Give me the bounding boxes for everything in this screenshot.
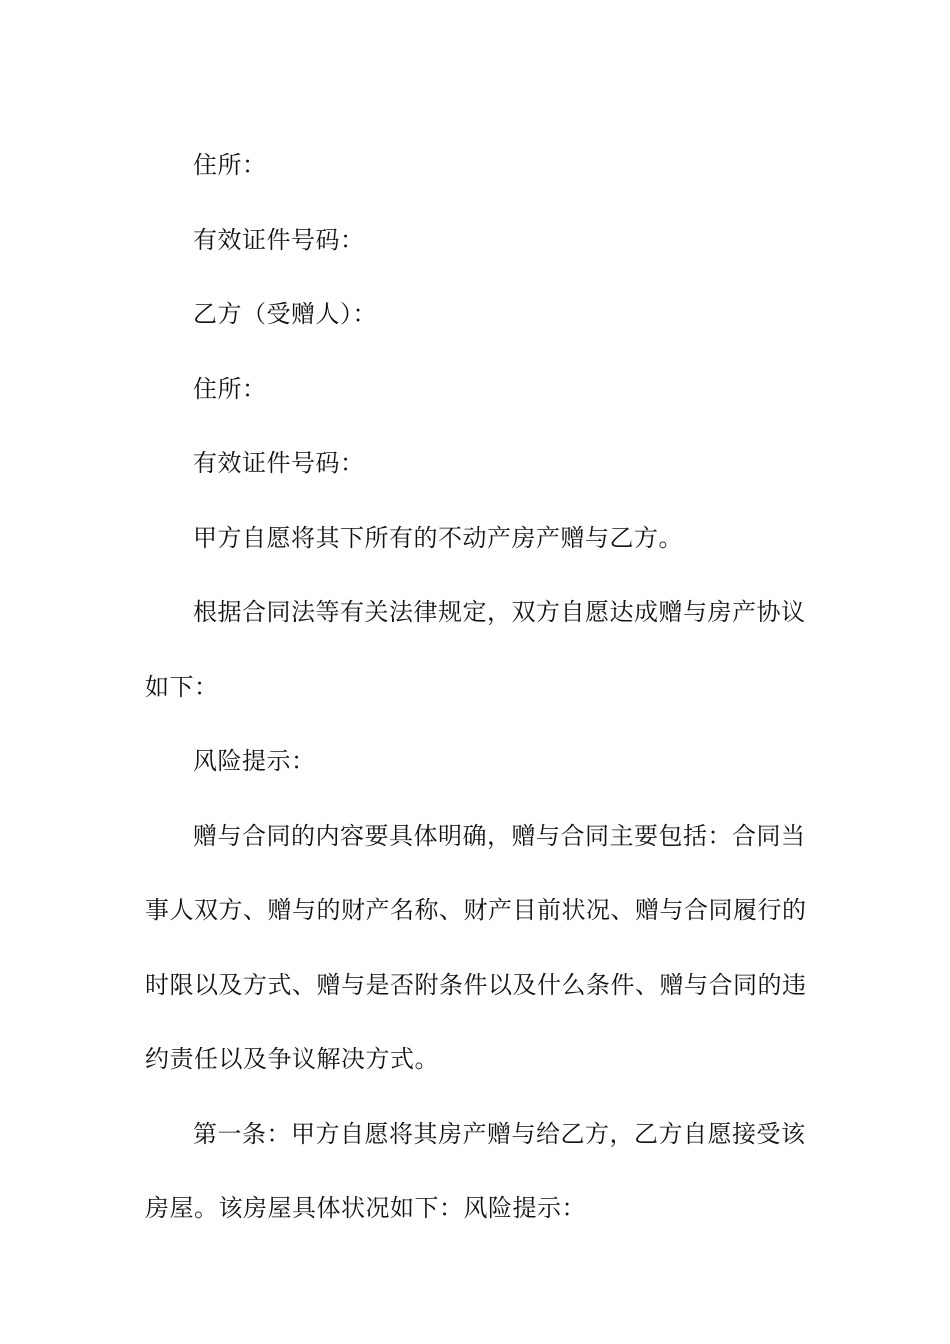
paragraph-id-number-2: 有效证件号码：: [193, 449, 365, 477]
paragraph-party-b: 乙方（受赠人）：: [193, 300, 377, 328]
paragraph-article-one: 第一条：甲方自愿将其房产赠与给乙方，乙方自愿接受该房屋。该房屋具体状况如下：风险提示：: [145, 1119, 806, 1222]
paragraph-donation-intent: 甲方自愿将其下所有的不动产房产赠与乙方。: [193, 523, 683, 552]
paragraph-residence-1: 住所：: [193, 151, 267, 179]
paragraph-contract-contents: 赠与合同的内容要具体明确，赠与合同主要包括：合同当事人双方、赠与的财产名称、财产目前状况、赠与合同履行的时限以及方式、赠与是否附条件以及什么条件、赠与合同的违约责任以及争议解决方式。: [145, 821, 807, 1073]
paragraph-residence-2: 住所：: [193, 374, 267, 403]
paragraph-legal-basis: 根据合同法等有关法律规定，双方自愿达成赠与房产协议如下：: [145, 598, 806, 701]
document-body: [145, 128, 807, 1246]
paragraph-risk-heading-1: 风险提示：: [193, 747, 316, 775]
paragraph-id-number-1: 有效证件号码：: [193, 225, 365, 254]
